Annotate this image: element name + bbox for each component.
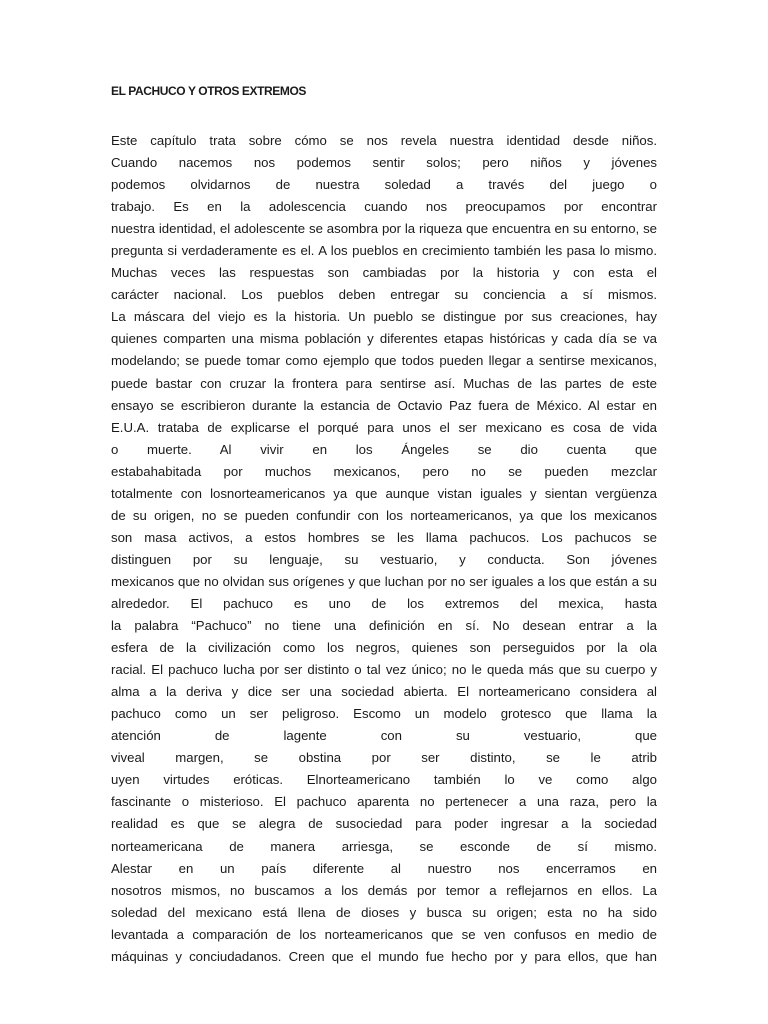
paragraph-line: carácter nacional. Los pueblos deben entregar su conciencia a sí mismos. [111, 287, 657, 303]
paragraph-line: viveal margen, se obstina por ser distinto, se le atrib [111, 750, 657, 766]
paragraph-line: fascinante o misterioso. El pachuco aparenta no pertenecer a una raza, pero la [111, 794, 657, 810]
paragraph-line: nuestra identidad, el adolescente se asombra por la riqueza que encuentra en su entorno, se [111, 221, 657, 237]
paragraph-line: nosotros mismos, no buscamos a los demás por temor a reflejarnos en ellos. La [111, 882, 657, 898]
paragraph-line: E.U.A. trataba de explicarse el porqué para unos el ser mexicano es cosa de vida [111, 419, 657, 435]
paragraph-line: levantada a comparación de los norteamericanos que se ven confusos en medio de [111, 926, 657, 942]
paragraph-line: estabahabitada por muchos mexicanos, pero no se pueden mezclar [111, 463, 657, 479]
paragraph-line: uyen virtudes eróticas. Elnorteamericano también lo ve como algo [111, 772, 657, 788]
paragraph-line: son masa activos, a estos hombres se les llama pachucos. Los pachucos se [111, 529, 657, 545]
paragraph-line: norteamericana de manera arriesga, se esconde de sí mismo. [111, 838, 657, 854]
paragraph-line: trabajo. Es en la adolescencia cuando nos preocupamos por encontrar [111, 199, 657, 215]
paragraph-line: realidad es que se alegra de susociedad para poder ingresar a la sociedad [111, 816, 657, 832]
document-title: EL PACHUCO Y OTROS EXTREMOS [111, 84, 307, 98]
paragraph-line: Este capítulo trata sobre cómo se nos revela nuestra identidad desde niños. [111, 133, 657, 148]
paragraph-line: mexicanos que no olvidan sus orígenes y que luchan por no ser iguales a los que están a su [111, 573, 657, 589]
paragraph-line: puede bastar con cruzar la frontera para sentirse así. Muchas de las partes de este [111, 375, 657, 391]
paragraph-line: alrededor. El pachuco es uno de los extremos del mexica, hasta [111, 595, 657, 611]
paragraph-line: La máscara del viejo es la historia. Un pueblo se distingue por sus creaciones, hay [111, 309, 657, 325]
paragraph-line: o muerte. Al vivir en los Ángeles se dio cuenta que [111, 441, 657, 457]
document-page [111, 82, 657, 968]
paragraph-line: atención de lagente con su vestuario, que [111, 728, 657, 744]
paragraph-line: de su origen, no se pueden confundir con los norteamericanos, ya que los mexicanos [111, 507, 657, 523]
paragraph-line: distinguen por su lenguaje, su vestuario, y conducta. Son jóvenes [111, 551, 657, 567]
paragraph-line: soledad del mexicano está llena de dioses y busca su origen; esta no ha sido [111, 904, 657, 920]
paragraph-line: podemos olvidarnos de nuestra soledad a través del juego o [111, 177, 657, 193]
paragraph-line: pregunta si verdaderamente es el. A los pueblos en crecimiento también les pasa lo mismo. [111, 243, 657, 259]
paragraph-line: quienes comparten una misma población y diferentes etapas históricas y cada día se va [111, 331, 657, 347]
paragraph-line: ensayo se escribieron durante la estancia de Octavio Paz fuera de México. Al estar en [111, 397, 657, 413]
paragraph-line: máquinas y conciudadanos. Creen que el mundo fue hecho por y para ellos, que han [111, 948, 657, 964]
paragraph-line: modelando; se puede tomar como ejemplo que todos pueden llegar a sentirse mexicanos, [111, 353, 657, 369]
paragraph-line: pachuco como un ser peligroso. Escomo un modelo grotesco que llama la [111, 706, 657, 722]
paragraph-line: la palabra “Pachuco” no tiene una definición en sí. No desean entrar a la [111, 618, 657, 634]
paragraph-line: Alestar en un país diferente al nuestro nos encerramos en [111, 860, 657, 876]
paragraph-line: Muchas veces las respuestas son cambiadas por la historia y con esta el [111, 265, 657, 281]
document-body [111, 130, 657, 968]
paragraph-line: esfera de la civilización como los negros, quienes son perseguidos por la ola [111, 640, 657, 656]
paragraph-line: totalmente con losnorteamericanos ya que aunque vistan iguales y sientan vergüenza [111, 485, 657, 501]
paragraph-line: racial. El pachuco lucha por ser distinto o tal vez único; no le queda más que su cuerpo y [111, 662, 657, 678]
paragraph-line: Cuando nacemos nos podemos sentir solos; pero niños y jóvenes [111, 155, 657, 171]
paragraph-line: alma a la deriva y dice ser una sociedad abierta. El norteamericano considera al [111, 684, 657, 700]
